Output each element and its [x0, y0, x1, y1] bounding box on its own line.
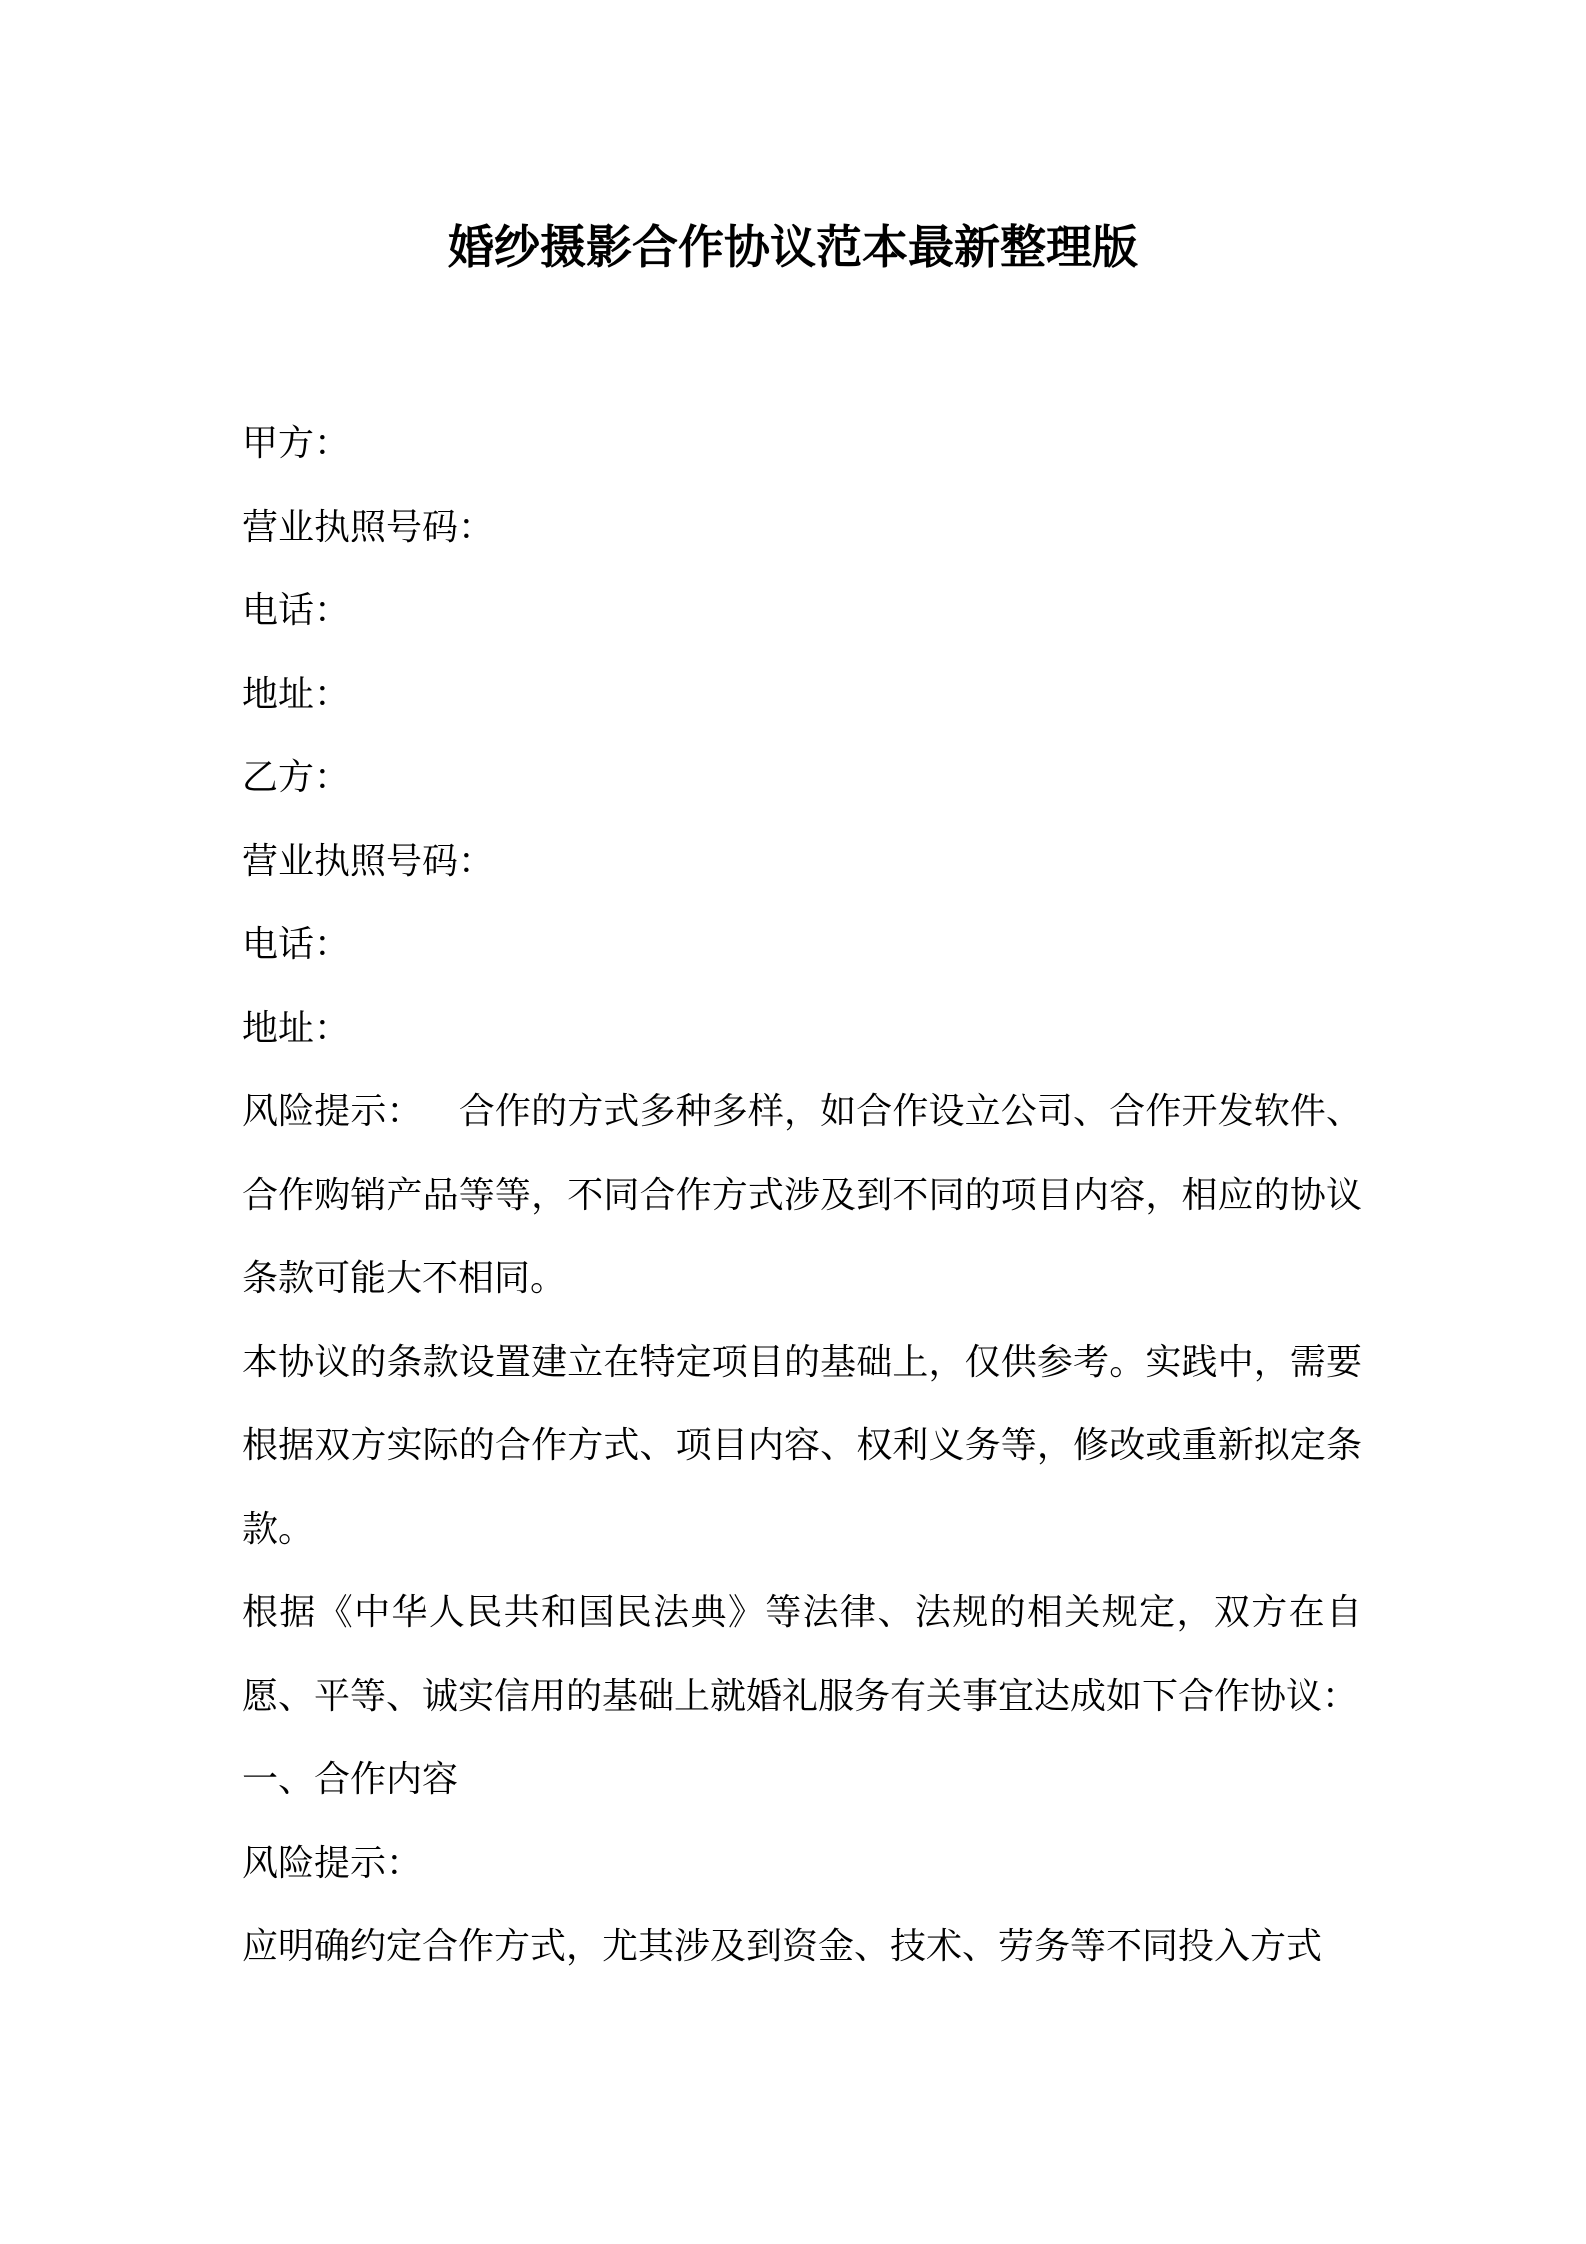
note-paragraph: 本协议的条款设置建立在特定项目的基础上，仅供参考。实践中，需要根据双方实际的合作方式、项目内容、权利义务等，修改或重新拟定条款。 [242, 1341, 1362, 1550]
party-a-name-label: 甲方： [242, 423, 351, 464]
party-b-phone-label: 电话： [242, 924, 351, 965]
section-1-risk-label: 风险提示： [242, 1842, 423, 1884]
section-1-heading: 一、合作内容 [242, 1759, 459, 1800]
party-b-name-label: 乙方： [242, 757, 351, 798]
document-body [242, 402, 1362, 1989]
risk-tip-paragraph [242, 1070, 1362, 1321]
party-a-phone-label: 电话： [242, 590, 351, 631]
party-a-address-label: 地址： [242, 673, 351, 715]
risk-tip-text: 合作的方式多种多样，如合作设立公司、合作开发软件、合作购销产品等等，不同合作方式涉及到不同的项目内容，相应的协议条款可能大不相同。 [242, 1091, 1362, 1299]
party-b-license-label: 营业执照号码： [242, 840, 495, 882]
party-a-license-label: 营业执照号码： [242, 506, 495, 548]
basis-paragraph: 根据《中华人民共和国民法典》等法律、法规的相关规定，双方在自愿、平等、诚实信用的基础上就婚礼服务有关事宜达成如下合作协议： [242, 1592, 1362, 1717]
risk-tip-label: 风险提示： [242, 1091, 423, 1132]
document-title: 婚纱摄影合作协议范本最新整理版 [448, 220, 1138, 274]
party-b-address-label: 地址： [242, 1007, 351, 1049]
section-1-risk-text: 应明确约定合作方式，尤其涉及到资金、技术、劳务等不同投入方式 [242, 1926, 1323, 1967]
